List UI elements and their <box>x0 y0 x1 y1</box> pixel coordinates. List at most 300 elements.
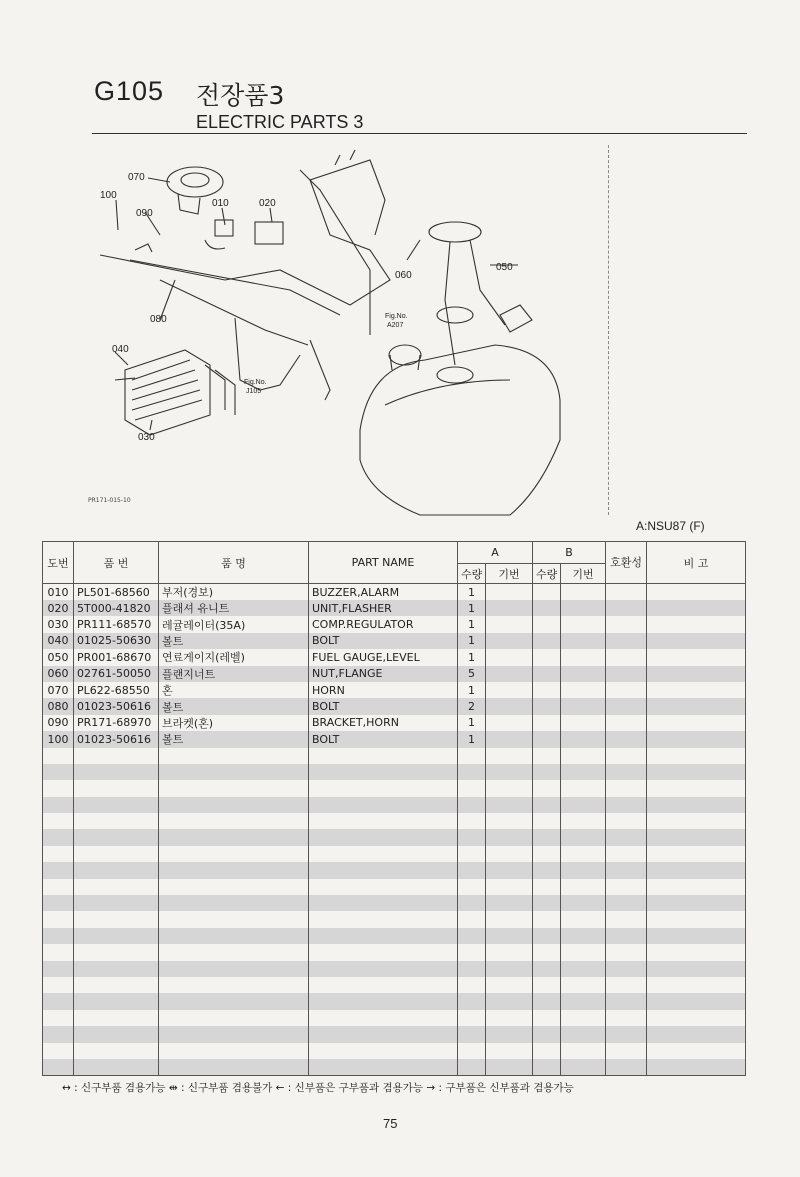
cell-part-no <box>74 961 159 977</box>
table-row <box>43 698 746 714</box>
cell-no <box>43 862 74 878</box>
cell-part-name: FUEL GAUGE,LEVEL <box>309 649 458 665</box>
cell-interchange <box>606 862 647 878</box>
cell-model-a <box>486 698 533 714</box>
cell-name-ko: 부저(경보) <box>159 584 309 601</box>
cell-remarks <box>647 829 746 845</box>
cell-qty-a: 1 <box>458 633 486 649</box>
cell-model-b <box>561 846 606 862</box>
cell-no <box>43 944 74 960</box>
cell-model-a <box>486 633 533 649</box>
cell-qty-b <box>533 715 561 731</box>
cell-part-no <box>74 944 159 960</box>
cell-no <box>43 780 74 796</box>
table-row <box>43 829 746 845</box>
cell-model-b <box>561 993 606 1009</box>
cell-no <box>43 748 74 764</box>
cell-qty-a: 1 <box>458 584 486 601</box>
cell-qty-b <box>533 748 561 764</box>
cell-model-b <box>561 944 606 960</box>
cell-name-ko <box>159 928 309 944</box>
cell-part-no <box>74 911 159 927</box>
page-number: 75 <box>383 1116 398 1131</box>
cell-part-name: BRACKET,HORN <box>309 715 458 731</box>
cell-model-a <box>486 649 533 665</box>
cell-remarks <box>647 731 746 747</box>
cell-model-b <box>561 715 606 731</box>
table-row <box>43 879 746 895</box>
cell-interchange <box>606 649 647 665</box>
cell-qty-b <box>533 600 561 616</box>
cell-part-name <box>309 977 458 993</box>
cell-model-b <box>561 698 606 714</box>
cell-model-a <box>486 1043 533 1059</box>
cell-model-a <box>486 616 533 632</box>
cell-part-name <box>309 879 458 895</box>
cell-part-name: BOLT <box>309 633 458 649</box>
table-row <box>43 616 746 632</box>
cell-no <box>43 961 74 977</box>
cell-model-a <box>486 780 533 796</box>
cell-qty-a: 1 <box>458 682 486 698</box>
cell-name-ko <box>159 1026 309 1042</box>
cell-qty-a <box>458 1059 486 1075</box>
cell-qty-b <box>533 780 561 796</box>
cell-qty-b <box>533 698 561 714</box>
cell-qty-a <box>458 879 486 895</box>
cell-interchange <box>606 731 647 747</box>
cell-name-ko <box>159 1043 309 1059</box>
table-row <box>43 748 746 764</box>
cell-part-no <box>74 829 159 845</box>
table-row <box>43 1059 746 1075</box>
table-row <box>43 649 746 665</box>
cell-no <box>43 764 74 780</box>
cell-model-b <box>561 666 606 682</box>
cell-name-ko: 레귤레이터(35A) <box>159 616 309 632</box>
cell-part-name <box>309 846 458 862</box>
table-row <box>43 1043 746 1059</box>
cell-qty-b <box>533 1043 561 1059</box>
cell-qty-b <box>533 666 561 682</box>
cell-part-no: PR001-68670 <box>74 649 159 665</box>
cell-part-name <box>309 911 458 927</box>
cell-model-a <box>486 1010 533 1026</box>
cell-model-a <box>486 944 533 960</box>
cell-part-no <box>74 879 159 895</box>
cell-remarks <box>647 715 746 731</box>
cell-model-a <box>486 829 533 845</box>
cell-part-no: PL501-68560 <box>74 584 159 601</box>
cell-interchange <box>606 797 647 813</box>
table-row <box>43 862 746 878</box>
callout-label: 090 <box>136 208 153 219</box>
cell-no <box>43 813 74 829</box>
cell-no: 090 <box>43 715 74 731</box>
cell-part-name <box>309 1043 458 1059</box>
cell-qty-b <box>533 1026 561 1042</box>
header-no: 도번 <box>43 542 74 584</box>
header-qty-a: 수량 <box>458 564 486 584</box>
cell-qty-a <box>458 1026 486 1042</box>
cell-remarks <box>647 1026 746 1042</box>
cell-remarks <box>647 616 746 632</box>
cell-interchange <box>606 944 647 960</box>
cell-part-name <box>309 764 458 780</box>
cell-interchange <box>606 993 647 1009</box>
cell-qty-a <box>458 993 486 1009</box>
cell-name-ko <box>159 764 309 780</box>
cell-qty-a: 1 <box>458 715 486 731</box>
figure-reference: Fig.No. <box>244 379 267 386</box>
page-title-english: ELECTRIC PARTS 3 <box>196 112 364 132</box>
cell-name-ko <box>159 862 309 878</box>
cell-qty-b <box>533 813 561 829</box>
cell-remarks <box>647 1043 746 1059</box>
header-name-ko: 품 명 <box>159 542 309 584</box>
variant-label: A:NSU87 (F) <box>636 519 705 533</box>
regulator-drawing <box>125 350 235 435</box>
cell-name-ko <box>159 993 309 1009</box>
cell-model-b <box>561 928 606 944</box>
cell-model-a <box>486 715 533 731</box>
cell-part-name <box>309 748 458 764</box>
cell-no: 040 <box>43 633 74 649</box>
cell-model-b <box>561 879 606 895</box>
cell-no: 030 <box>43 616 74 632</box>
parts-table-body <box>43 584 746 1076</box>
fuel-gauge-drawing <box>429 222 532 365</box>
cell-model-a <box>486 895 533 911</box>
cell-part-name: BOLT <box>309 731 458 747</box>
cell-no <box>43 1010 74 1026</box>
cell-qty-a <box>458 780 486 796</box>
cell-qty-b <box>533 879 561 895</box>
cell-model-b <box>561 862 606 878</box>
cell-qty-a <box>458 1043 486 1059</box>
cell-part-no <box>74 993 159 1009</box>
cell-name-ko <box>159 961 309 977</box>
cell-interchange <box>606 666 647 682</box>
cell-name-ko <box>159 797 309 813</box>
cell-part-name: UNIT,FLASHER <box>309 600 458 616</box>
header-model-b: 기번 <box>561 564 606 584</box>
cell-part-name <box>309 1026 458 1042</box>
table-row <box>43 1026 746 1042</box>
cell-part-name <box>309 797 458 813</box>
table-row <box>43 993 746 1009</box>
cell-no: 010 <box>43 584 74 601</box>
cell-model-a <box>486 797 533 813</box>
figure-reference: A207 <box>387 322 404 329</box>
cell-qty-b <box>533 829 561 845</box>
cell-remarks <box>647 666 746 682</box>
cell-part-name <box>309 1010 458 1026</box>
cell-remarks <box>647 846 746 862</box>
table-row <box>43 846 746 862</box>
cell-model-b <box>561 1026 606 1042</box>
cell-qty-b <box>533 961 561 977</box>
cell-model-a <box>486 748 533 764</box>
cell-remarks <box>647 944 746 960</box>
table-row <box>43 633 746 649</box>
table-row <box>43 600 746 616</box>
horn-drawing <box>167 167 223 197</box>
cell-part-no <box>74 1010 159 1026</box>
cell-part-name <box>309 993 458 1009</box>
cell-model-b <box>561 649 606 665</box>
cell-part-name <box>309 1059 458 1075</box>
cell-interchange <box>606 780 647 796</box>
cell-model-b <box>561 911 606 927</box>
cell-qty-a <box>458 764 486 780</box>
cell-part-name <box>309 829 458 845</box>
cell-part-no <box>74 1059 159 1075</box>
cell-no <box>43 1043 74 1059</box>
callout-label: 070 <box>128 172 145 183</box>
cell-name-ko: 볼트 <box>159 633 309 649</box>
cell-interchange <box>606 895 647 911</box>
header-model-a: 기번 <box>486 564 533 584</box>
cell-model-b <box>561 748 606 764</box>
cell-name-ko <box>159 1059 309 1075</box>
cell-qty-a: 1 <box>458 731 486 747</box>
cell-qty-b <box>533 764 561 780</box>
cell-model-a <box>486 846 533 862</box>
table-row <box>43 977 746 993</box>
cell-model-a <box>486 764 533 780</box>
cell-qty-b <box>533 1010 561 1026</box>
cell-qty-a <box>458 911 486 927</box>
cell-part-name: COMP.REGULATOR <box>309 616 458 632</box>
diagram-divider <box>608 145 609 515</box>
cell-remarks <box>647 780 746 796</box>
cell-model-b <box>561 813 606 829</box>
cell-model-b <box>561 961 606 977</box>
cell-no <box>43 977 74 993</box>
table-row <box>43 1010 746 1026</box>
table-row <box>43 911 746 927</box>
cell-part-no: 5T000-41820 <box>74 600 159 616</box>
cell-name-ko: 플랜지너트 <box>159 666 309 682</box>
cell-name-ko <box>159 1010 309 1026</box>
cell-part-no <box>74 797 159 813</box>
cell-qty-b <box>533 633 561 649</box>
cell-no <box>43 797 74 813</box>
cell-name-ko <box>159 944 309 960</box>
cell-no <box>43 895 74 911</box>
cell-model-b <box>561 1010 606 1026</box>
exploded-parts-diagram <box>40 140 605 520</box>
cell-qty-a: 5 <box>458 666 486 682</box>
table-row <box>43 682 746 698</box>
cell-interchange <box>606 715 647 731</box>
cell-qty-a <box>458 895 486 911</box>
cell-part-no <box>74 780 159 796</box>
cell-part-no <box>74 895 159 911</box>
cell-qty-a <box>458 928 486 944</box>
cell-interchange <box>606 846 647 862</box>
cell-qty-a: 2 <box>458 698 486 714</box>
cell-no <box>43 928 74 944</box>
figure-code: PR171-015-10 <box>88 497 131 504</box>
cell-interchange <box>606 682 647 698</box>
cell-interchange <box>606 813 647 829</box>
table-row <box>43 780 746 796</box>
cell-part-name: NUT,FLANGE <box>309 666 458 682</box>
table-row <box>43 764 746 780</box>
cell-no: 020 <box>43 600 74 616</box>
cell-qty-b <box>533 862 561 878</box>
cell-interchange <box>606 879 647 895</box>
cell-remarks <box>647 748 746 764</box>
cell-part-name <box>309 944 458 960</box>
cell-no: 100 <box>43 731 74 747</box>
cell-model-b <box>561 600 606 616</box>
cell-model-a <box>486 731 533 747</box>
cell-remarks <box>647 600 746 616</box>
cell-part-name <box>309 813 458 829</box>
cell-name-ko <box>159 977 309 993</box>
cell-model-b <box>561 780 606 796</box>
cell-part-name <box>309 961 458 977</box>
cell-model-a <box>486 911 533 927</box>
table-row <box>43 944 746 960</box>
cell-qty-a <box>458 1010 486 1026</box>
parts-table <box>42 541 746 1076</box>
cell-interchange <box>606 698 647 714</box>
cell-no <box>43 1059 74 1075</box>
cell-qty-a <box>458 862 486 878</box>
cell-part-no <box>74 1026 159 1042</box>
cell-qty-b <box>533 993 561 1009</box>
cell-qty-b <box>533 649 561 665</box>
cell-qty-b <box>533 895 561 911</box>
cell-model-b <box>561 1043 606 1059</box>
header-group-b: B <box>533 542 606 564</box>
cell-remarks <box>647 682 746 698</box>
cell-model-b <box>561 682 606 698</box>
page-title-korean: 전장품3 <box>196 81 285 110</box>
cell-qty-a: 1 <box>458 600 486 616</box>
bolt-drawing <box>135 244 152 252</box>
cell-qty-b <box>533 584 561 601</box>
cell-remarks <box>647 797 746 813</box>
cell-no: 070 <box>43 682 74 698</box>
cell-no <box>43 879 74 895</box>
table-row <box>43 731 746 747</box>
figure-reference: J105 <box>246 388 262 395</box>
cell-interchange <box>606 829 647 845</box>
cell-model-a <box>486 1059 533 1075</box>
callout-label: 030 <box>138 432 155 443</box>
cell-interchange <box>606 600 647 616</box>
cell-qty-a <box>458 961 486 977</box>
cell-qty-b <box>533 731 561 747</box>
cell-part-no: 01023-50616 <box>74 731 159 747</box>
header-interchange: 호환성 <box>606 542 647 584</box>
cell-model-a <box>486 584 533 601</box>
cell-part-no <box>74 813 159 829</box>
cell-model-b <box>561 633 606 649</box>
header-part-name: PART NAME <box>309 542 458 584</box>
cell-remarks <box>647 813 746 829</box>
cell-part-no <box>74 846 159 862</box>
cell-remarks <box>647 879 746 895</box>
cell-name-ko <box>159 829 309 845</box>
cell-qty-b <box>533 928 561 944</box>
section-code: G105 <box>94 76 165 106</box>
title-divider <box>92 133 747 134</box>
cell-interchange <box>606 928 647 944</box>
cell-interchange <box>606 764 647 780</box>
cell-model-a <box>486 879 533 895</box>
cell-qty-a <box>458 813 486 829</box>
cell-qty-b <box>533 616 561 632</box>
interchangeability-legend: ↔ : 신구부품 겸용가능 ⇹ : 신구부품 겸용불가 ← : 신부품은 구부품과 겸용가능 → : 구부품은 신부품과 겸용가능 <box>62 1082 574 1094</box>
cell-model-b <box>561 764 606 780</box>
cell-part-name: HORN <box>309 682 458 698</box>
cell-remarks <box>647 961 746 977</box>
cell-qty-a: 1 <box>458 649 486 665</box>
cell-interchange <box>606 961 647 977</box>
cell-model-b <box>561 829 606 845</box>
cell-name-ko <box>159 813 309 829</box>
cell-no: 050 <box>43 649 74 665</box>
cell-qty-b <box>533 944 561 960</box>
cell-part-no: 02761-50050 <box>74 666 159 682</box>
cell-part-no: PL622-68550 <box>74 682 159 698</box>
cell-remarks <box>647 895 746 911</box>
cell-part-no: PR111-68570 <box>74 616 159 632</box>
cell-part-name <box>309 928 458 944</box>
cell-model-a <box>486 993 533 1009</box>
fuel-tank-drawing <box>360 345 560 515</box>
cell-model-a <box>486 600 533 616</box>
cell-remarks <box>647 698 746 714</box>
cell-part-no <box>74 764 159 780</box>
cell-part-no <box>74 862 159 878</box>
cell-model-a <box>486 977 533 993</box>
cell-interchange <box>606 1059 647 1075</box>
table-row <box>43 584 746 601</box>
cell-qty-b <box>533 911 561 927</box>
cell-qty-b <box>533 682 561 698</box>
cell-part-name <box>309 895 458 911</box>
cell-qty-a <box>458 829 486 845</box>
cell-interchange <box>606 977 647 993</box>
cell-model-a <box>486 961 533 977</box>
cell-name-ko <box>159 879 309 895</box>
cell-name-ko: 브라켓(혼) <box>159 715 309 731</box>
cell-interchange <box>606 1026 647 1042</box>
cell-qty-a <box>458 748 486 764</box>
cell-interchange <box>606 911 647 927</box>
cell-remarks <box>647 584 746 601</box>
cell-remarks <box>647 993 746 1009</box>
cell-no <box>43 993 74 1009</box>
cell-qty-a <box>458 846 486 862</box>
cell-model-b <box>561 977 606 993</box>
cell-qty-a <box>458 797 486 813</box>
cell-part-no: 01023-50616 <box>74 698 159 714</box>
cell-model-b <box>561 797 606 813</box>
callout-label: 020 <box>259 198 276 209</box>
table-row <box>43 666 746 682</box>
cell-part-no <box>74 977 159 993</box>
cell-part-no: PR171-68970 <box>74 715 159 731</box>
cell-part-no: 01025-50630 <box>74 633 159 649</box>
